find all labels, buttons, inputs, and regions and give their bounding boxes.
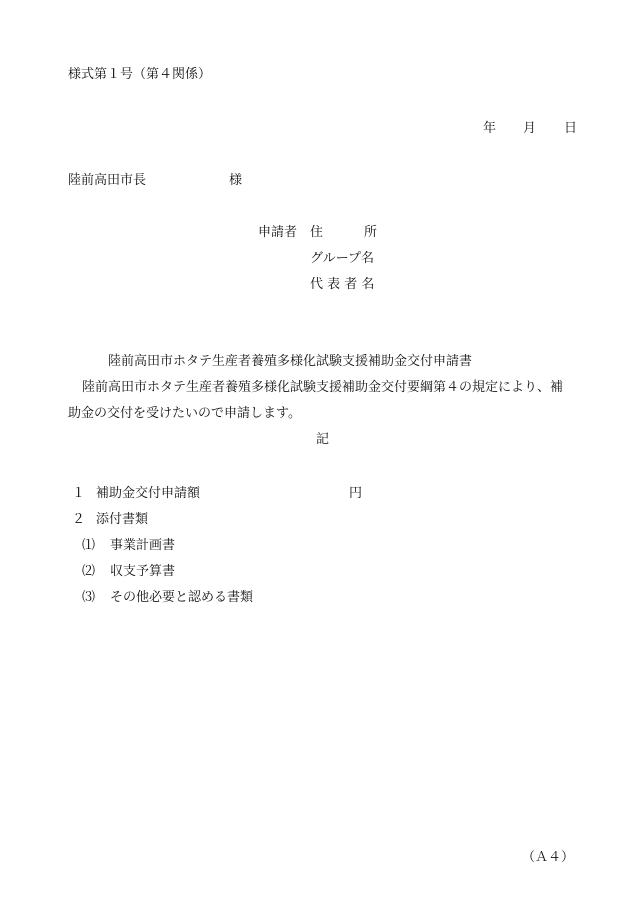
addressee-honorific: 様	[229, 173, 243, 188]
item-label: 補助金交付申請額	[96, 486, 201, 501]
ki-heading: 記	[316, 432, 330, 447]
attachment-label: その他必要と認める書類	[110, 590, 254, 605]
item-unit: 円	[349, 486, 363, 501]
paper-size-label: （Ａ４）	[522, 850, 575, 865]
form-number: 様式第１号（第４関係）	[68, 67, 212, 82]
body-line-2: 助金の交付を受けたいので申請します。	[68, 406, 301, 421]
attachment-number: ⑴	[82, 538, 96, 553]
attachment-label: 事業計画書	[110, 538, 176, 553]
applicant-address-label-1: 住	[310, 225, 324, 240]
addressee-name: 陸前高田市長	[68, 173, 147, 188]
attachment-label: 収支予算書	[110, 564, 176, 579]
applicant-group-name-label: グループ名	[310, 251, 374, 266]
item-label: 添付書類	[96, 512, 149, 527]
document-title: 陸前高田市ホタテ生産者養殖多様化試験支援補助金交付申請書	[108, 354, 473, 369]
date-year: 年	[483, 121, 497, 136]
applicant-address-label-2: 所	[364, 225, 378, 240]
item-number: ２	[72, 512, 86, 527]
applicant-representative-label: 代 表 者 名	[310, 277, 375, 292]
body-line-1: 陸前高田市ホタテ生産者養殖多様化試験支援補助金交付要綱第４の規定により、補	[82, 380, 564, 395]
item-number: １	[72, 486, 86, 501]
attachment-number: ⑵	[82, 564, 96, 579]
applicant-label: 申請者	[258, 225, 298, 240]
date-month: 月	[523, 121, 537, 136]
date-day: 日	[564, 121, 578, 136]
attachment-number: ⑶	[82, 590, 96, 605]
